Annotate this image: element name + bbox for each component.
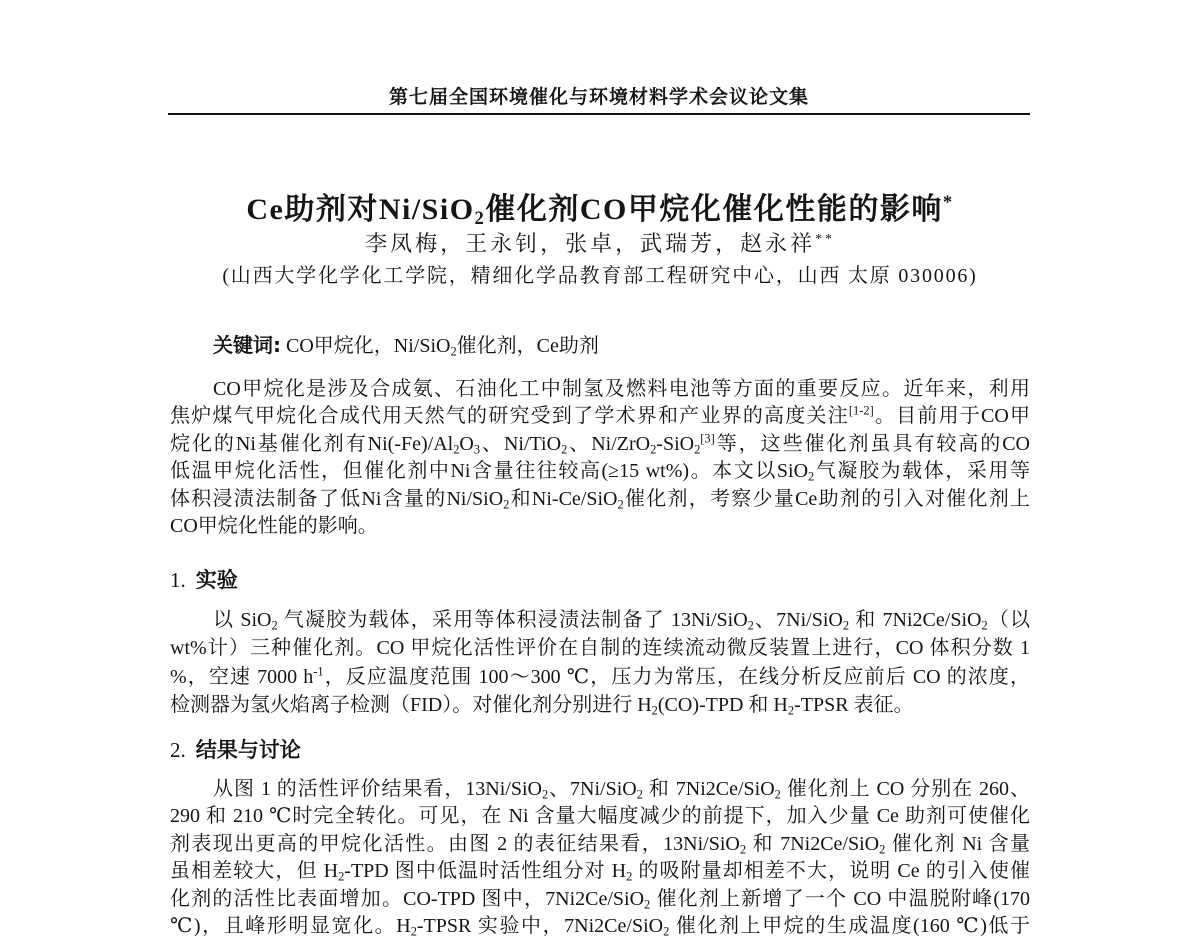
subscript: 2 — [271, 618, 278, 633]
running-header-title: 第七届全国环境催化与环境材料学术会议论文集 — [388, 86, 809, 108]
text-run: 从图 1 的活性评价结果看，13Ni/SiO — [213, 778, 542, 800]
text-line — [170, 803, 1030, 830]
subscript: 2 — [694, 442, 701, 457]
section-number: 2. — [170, 738, 186, 762]
subscript: 2 — [338, 869, 345, 884]
subscript: 2 — [787, 703, 795, 718]
text-run: -SiO — [656, 432, 695, 455]
text-run: 虽相差较大，但 H — [170, 860, 339, 883]
experiment-paragraph — [170, 606, 1030, 720]
keywords-label: 关键词: — [213, 333, 281, 357]
text-run: 体积浸渍法制备了低Ni含量的Ni/SiO — [170, 487, 504, 510]
author-list — [0, 229, 1200, 259]
subscript: 2 — [453, 442, 460, 457]
text-run: 、7Ni/SiO — [753, 609, 843, 631]
text-line — [170, 513, 1030, 540]
text-line — [170, 634, 1030, 662]
running-header — [168, 84, 1030, 115]
superscript: [3] — [700, 431, 715, 446]
text-run: 以 SiO — [213, 609, 272, 631]
section-heading-experiment — [170, 565, 1030, 595]
subscript: 2 — [747, 618, 754, 633]
text-run: 和 7Ni2Ce/SiO — [849, 609, 982, 631]
text-line — [170, 663, 1030, 691]
subscript: 3 — [473, 442, 481, 457]
text-run: 催化剂CO甲烷化催化性能的影响 — [485, 193, 943, 226]
text-run: 催化剂，考察少量Ce助剂的引入对催化剂上 — [623, 487, 1030, 510]
paper-title — [0, 190, 1200, 230]
subscript: 2 — [651, 703, 658, 718]
subscript: 2 — [503, 497, 510, 512]
text-run: 、Ni/ZrO — [567, 432, 651, 455]
subscript: 2 — [410, 924, 417, 939]
text-run: ℃)，且峰形明显宽化。H — [170, 915, 411, 938]
section-heading-results — [170, 735, 1030, 765]
text-run: 气凝胶为载体，采用等体积浸渍法制备了 13Ni/SiO — [277, 609, 748, 631]
superscript: * — [942, 191, 954, 213]
subscript: 2 — [541, 787, 549, 802]
text-run: (CO)-TPD 和 H — [657, 694, 788, 717]
text-line — [170, 691, 1030, 719]
text-run: wt%计）三种催化剂。CO 甲烷化活性评价在自制的连续流动微反装置上进行，CO 体积分数 1 — [170, 637, 1030, 660]
keywords — [213, 331, 1030, 360]
text-run: 催化剂上 CO 分别在 260、 — [780, 778, 1030, 800]
subscript: 2 — [842, 618, 850, 633]
section-title: 结果与讨论 — [195, 738, 301, 762]
text-run: 和 7Ni2Ce/SiO — [746, 832, 880, 855]
intro-paragraph — [170, 376, 1030, 540]
text-line — [170, 376, 1030, 403]
text-run: 290 和 210 ℃时完全转化。可见，在 Ni 含量大幅度减少的前提下，加入少量 Ce 助剂可使催化 — [170, 805, 1030, 828]
text-line — [170, 886, 1030, 913]
text-run: 、Ni/TiO — [480, 432, 562, 455]
superscript: ** — [815, 230, 835, 246]
text-run: -TPSR 实验中，7Ni2Ce/SiO — [416, 915, 664, 938]
text-run: 焦炉煤气甲烷化合成代用天然气的研究受到了学术界和产业界的高度关注 — [170, 405, 849, 428]
text-line — [170, 486, 1030, 513]
subscript: 2 — [808, 469, 815, 484]
text-run: ，反应温度范围 100～300 ℃，压力为常压，在线分析反应前后 CO 的浓度， — [323, 665, 1031, 688]
text-run: %，空速 7000 h — [170, 665, 314, 688]
text-line — [170, 431, 1030, 458]
text-line — [170, 403, 1030, 430]
text-run: 剂表现出更高的甲烷化活性。由图 2 的表征结果看，13Ni/SiO — [170, 832, 740, 855]
subscript: 2 — [774, 787, 781, 802]
section-title: 实验 — [195, 568, 238, 592]
text-line — [170, 458, 1030, 485]
text-line — [170, 913, 1030, 940]
text-run: 低温甲烷化活性，但催化剂中Ni含量往往较高(≥15 wt%)。本文以SiO — [170, 460, 809, 483]
text-line — [170, 831, 1030, 858]
affiliation-text: (山西大学化学化工学院，精细化学品教育部工程研究中心，山西 太原 030006) — [222, 265, 978, 287]
subscript: 2 — [617, 497, 624, 512]
text-run: 和 7Ni2Ce/SiO — [642, 778, 775, 800]
text-line — [170, 606, 1030, 634]
text-run: 催化剂，Ce助剂 — [456, 335, 599, 357]
section-number: 1. — [170, 568, 186, 592]
text-run: -TPSR 表征。 — [794, 694, 914, 717]
text-run: O — [459, 432, 474, 455]
text-run: 催化剂 Ni 含量 — [885, 832, 1030, 855]
subscript: 2 — [626, 869, 633, 884]
subscript: 2 — [663, 924, 670, 939]
subscript: 2 — [450, 344, 457, 359]
text-run: 和Ni-Ce/SiO — [509, 487, 618, 510]
text-run: 的吸附量却相差不大，说明 Ce 的引入使催 — [632, 860, 1031, 883]
text-run: （以 — [987, 609, 1031, 631]
text-run: 李凤梅，王永钊，张卓，武瑞芳，赵永祥 — [365, 231, 816, 256]
text-run: -TPD 图中低温时活性组分对 H — [344, 860, 627, 883]
affiliation — [0, 262, 1200, 290]
text-run: 检测器为氢火焰离子检测（FID）。对催化剂分别进行 H — [170, 694, 652, 717]
text-run: 烷化的Ni基催化剂有Ni(-Fe)/Al — [170, 432, 454, 455]
superscript: [1-2] — [848, 403, 874, 418]
text-run: Ce助剂对Ni/SiO — [246, 193, 475, 226]
subscript: 2 — [739, 842, 747, 857]
subscript: 2 — [981, 618, 988, 633]
text-run: 催化剂上甲烷的生成温度(160 ℃)低于 — [669, 915, 1030, 938]
text-run: 。目前用于CO甲 — [873, 405, 1030, 428]
text-run: 催化剂上新增了一个 CO 中温脱附峰(170 — [650, 887, 1030, 910]
text-run: 、7Ni/SiO — [548, 778, 637, 800]
subscript: 2 — [879, 842, 886, 857]
results-paragraph — [170, 776, 1030, 940]
text-line — [170, 776, 1030, 803]
subscript: 2 — [650, 442, 657, 457]
text-run: 化剂的活性比表面增加。CO-TPD 图中，7Ni2Ce/SiO — [170, 887, 645, 910]
subscript: 2 — [644, 897, 651, 912]
text-run: 等，这些催化剂虽具有较高的CO — [714, 432, 1030, 455]
text-run: CO甲烷化，Ni/SiO — [281, 335, 451, 357]
text-run: 气凝胶为载体，采用等 — [814, 460, 1031, 483]
subscript: 2 — [636, 787, 643, 802]
subscript: 2 — [561, 442, 568, 457]
text-line — [170, 858, 1030, 885]
keywords-value — [281, 335, 599, 357]
text-run: CO甲烷化是涉及合成氨、石油化工中制氢及燃料电池等方面的重要反应。近年来，利用 — [213, 378, 1030, 400]
subscript: 2 — [474, 208, 486, 230]
text-run: CO甲烷化性能的影响。 — [170, 515, 378, 538]
superscript: -1 — [313, 664, 324, 679]
